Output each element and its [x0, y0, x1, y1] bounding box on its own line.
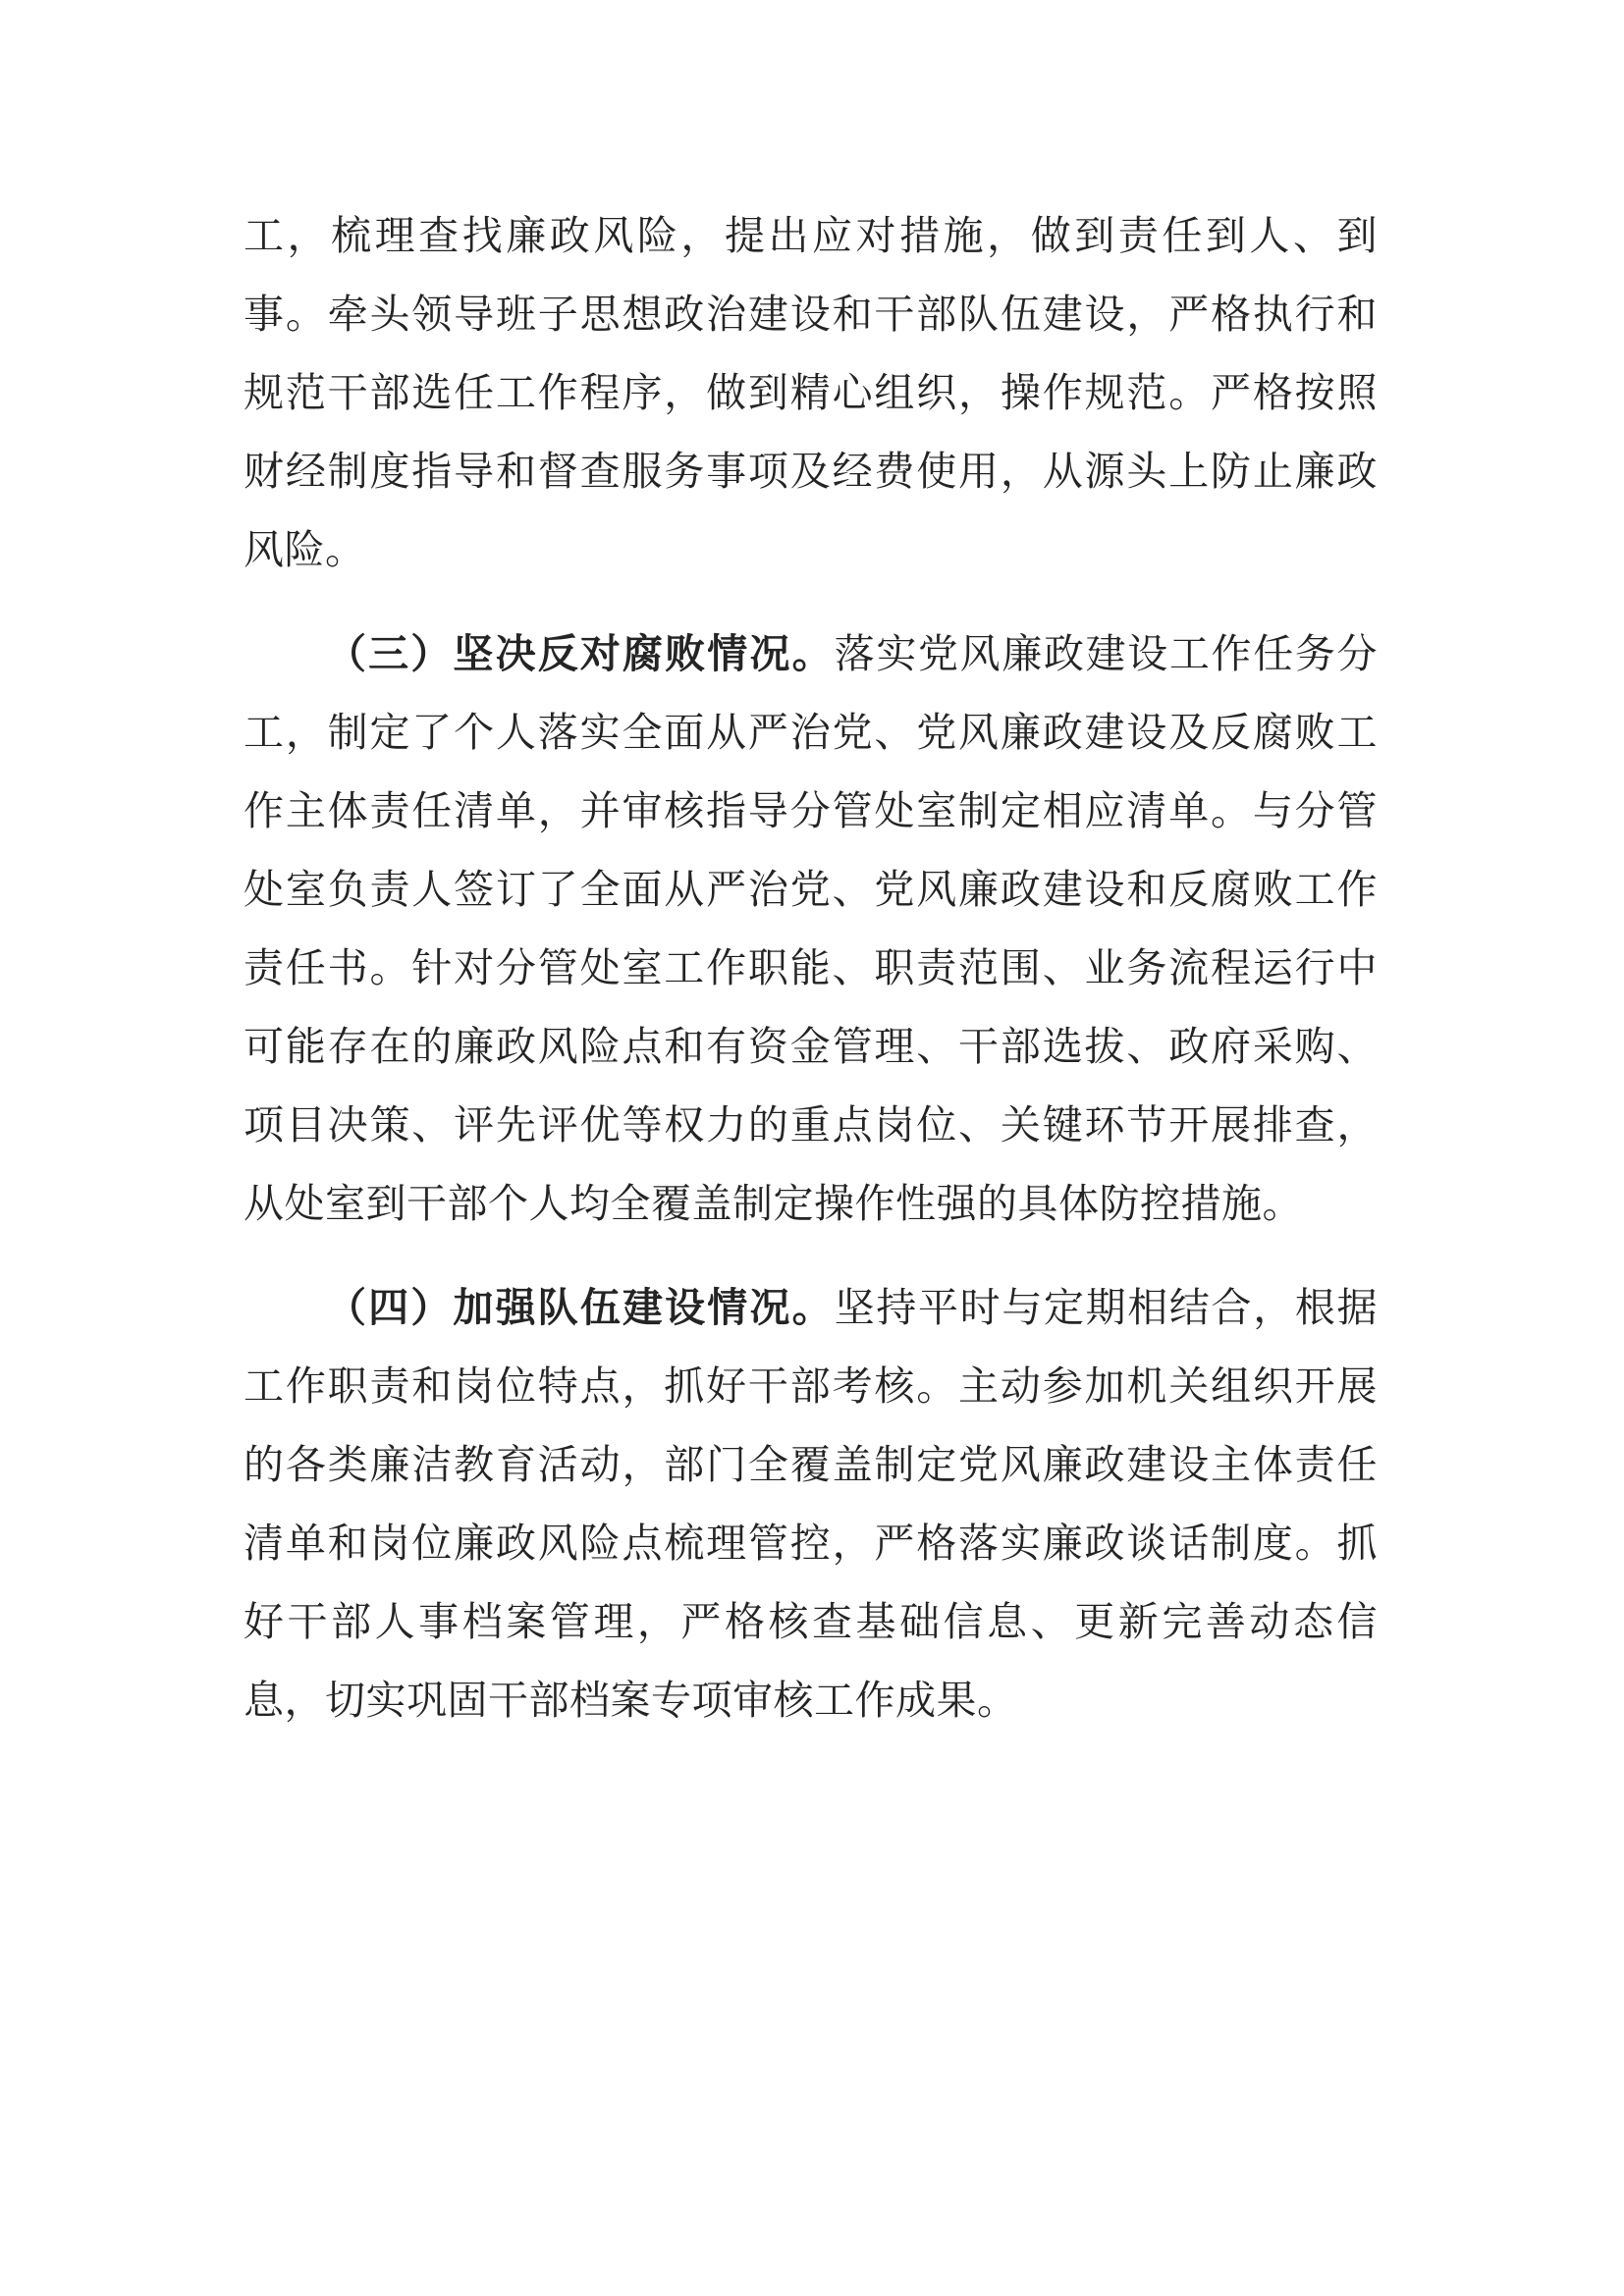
- paragraph-text: 工，梳理查找廉政风险，提出应对措施，做到责任到人、到事。牵头领导班子思想政治建设和干部队伍建设，严格执行和规范干部选任工作程序，做到精心组织，操作规范。严格按照财经制度指导和督查服务事项及经费使用，从源头上防止廉政风险。: [244, 212, 1378, 573]
- paragraph-section-three: [244, 614, 1378, 1243]
- document-body: [244, 196, 1378, 1739]
- paragraph-section-four: [244, 1268, 1378, 1739]
- section-four-heading: （四）加强队伍建设情况。: [326, 1284, 835, 1331]
- section-three-heading: （三）坚决反对腐败情况。: [326, 630, 835, 677]
- paragraph-text: 落实党风廉政建设工作任务分工，制定了个人落实全面从严治党、党风廉政建设及反腐败工作主体责任清单，并审核指导分管处室制定相应清单。与分管处室负责人签订了全面从严治党、党风廉政建设和反腐败工作责任书。针对分管处室工作职能、职责范围、业务流程运行中可能存在的廉政风险点和有资金管理、干部选拔、政府采购、项目决策、评先评优等权力的重点岗位、关键环节开展排查，从处室到干部个人均全覆盖制定操作性强的具体防控措施。: [244, 630, 1378, 1227]
- paragraph-continued: [244, 196, 1378, 589]
- paragraph-text: 坚持平时与定期相结合，根据工作职责和岗位特点，抓好干部考核。主动参加机关组织开展的各类廉洁教育活动，部门全覆盖制定党风廉政建设主体责任清单和岗位廉政风险点梳理管控，严格落实廉政谈话制度。抓好干部人事档案管理，严格核查基础信息、更新完善动态信息，切实巩固干部档案专项审核工作成果。: [244, 1284, 1378, 1724]
